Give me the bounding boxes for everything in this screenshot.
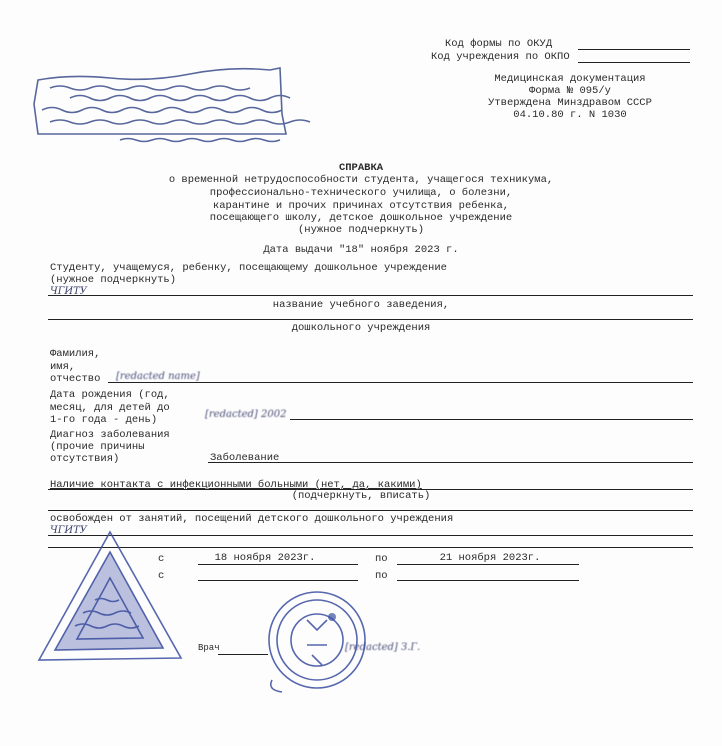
document-heading: СПРАВКА <box>338 162 384 174</box>
okpo-field-line <box>578 62 690 63</box>
from-line-1 <box>198 564 358 565</box>
from-prefix-1: с <box>158 553 165 565</box>
title-line-4: посещающего школу, детское дошкольное учреждение <box>209 212 513 224</box>
institution-caption-2: дошкольного учреждения <box>291 322 431 334</box>
contact-line-2 <box>48 510 693 511</box>
recipient-line-1: Студенту, учащемуся, ребенку, посещающему дошкольное учреждение <box>50 262 447 274</box>
diagnosis-line <box>208 462 693 463</box>
title-line-1: о временной нетрудоспособности студента, учащегося техникума, <box>168 174 554 186</box>
approved-by: Утверждена Минздравом СССР <box>488 97 652 109</box>
title-line-3: карантине и прочих причинах отсутствия ребенка, <box>212 200 510 212</box>
approved-date: 04.10.80 г. N 1030 <box>513 109 627 121</box>
triangle-stamp-icon <box>35 528 185 668</box>
institution-caption-1: название учебного заведения, <box>272 299 450 311</box>
diagnosis-label-3: отсутствия) <box>50 453 120 465</box>
from-line-2 <box>198 580 358 581</box>
dob-label-3: 1-го года - день) <box>50 414 158 426</box>
okud-label: Код формы по ОКУД <box>445 38 553 50</box>
okpo-label: Код учреждения по ОКПО <box>431 51 570 63</box>
recipient-line-2: (нужное подчеркнуть) <box>50 274 177 286</box>
title-line-5: (нужное подчеркнуть) <box>297 224 425 236</box>
institution-line <box>48 295 693 296</box>
round-seal-icon <box>262 585 372 695</box>
contact-caption: (подчеркнуть, вписать) <box>291 490 431 502</box>
institution-stamp-icon <box>30 64 340 154</box>
okud-field-line <box>578 49 690 50</box>
institution-line-2 <box>48 319 693 320</box>
fio-label-3: отчество <box>50 373 101 385</box>
fio-label-1: Фамилия, <box>50 348 101 360</box>
to-line-1 <box>397 564 579 565</box>
dob-value: [redacted] 2002 <box>205 409 287 420</box>
signature-line <box>218 654 268 655</box>
signature-name: [redacted] З.Г. <box>345 642 421 653</box>
institution-value: ЧГИТУ <box>50 286 87 297</box>
fio-value: [redacted name] <box>116 371 200 382</box>
to-line-2 <box>397 580 579 581</box>
dob-label-1: Дата рождения (год, <box>50 389 170 401</box>
dob-line <box>290 419 693 420</box>
to-label-1: по <box>375 553 388 565</box>
fio-label-2: имя, <box>50 361 76 373</box>
release-label: освобожден от занятий, посещений детского дошкольного учреждения <box>50 513 454 525</box>
issue-date: Дата выдачи "18" ноября 2023 г. <box>263 244 459 256</box>
fio-line <box>108 382 693 383</box>
doc-type: Медицинская документация <box>494 73 646 85</box>
from-prefix-2: с <box>158 570 165 582</box>
contact-label: Наличие контакта с инфекционными больными (нет, да, какими) <box>50 479 422 491</box>
signature-prefix: Врач <box>198 643 220 653</box>
from-date-1: 18 ноября 2023г. <box>214 552 316 564</box>
diagnosis-label-1: Диагноз заболевания <box>50 429 170 441</box>
title-line-2: профессионально-технического училища, о болезни, <box>209 187 513 199</box>
dob-label-2: месяц, для детей до <box>50 402 170 414</box>
release-value: ЧГИТУ <box>50 525 87 536</box>
to-label-2: по <box>375 570 388 582</box>
to-date-1: 21 ноября 2023г. <box>439 552 541 564</box>
form-number: Форма № 095/у <box>529 85 611 97</box>
diagnosis-label-2: (прочие причины <box>50 441 145 453</box>
diagnosis-value: Заболевание <box>210 452 280 464</box>
